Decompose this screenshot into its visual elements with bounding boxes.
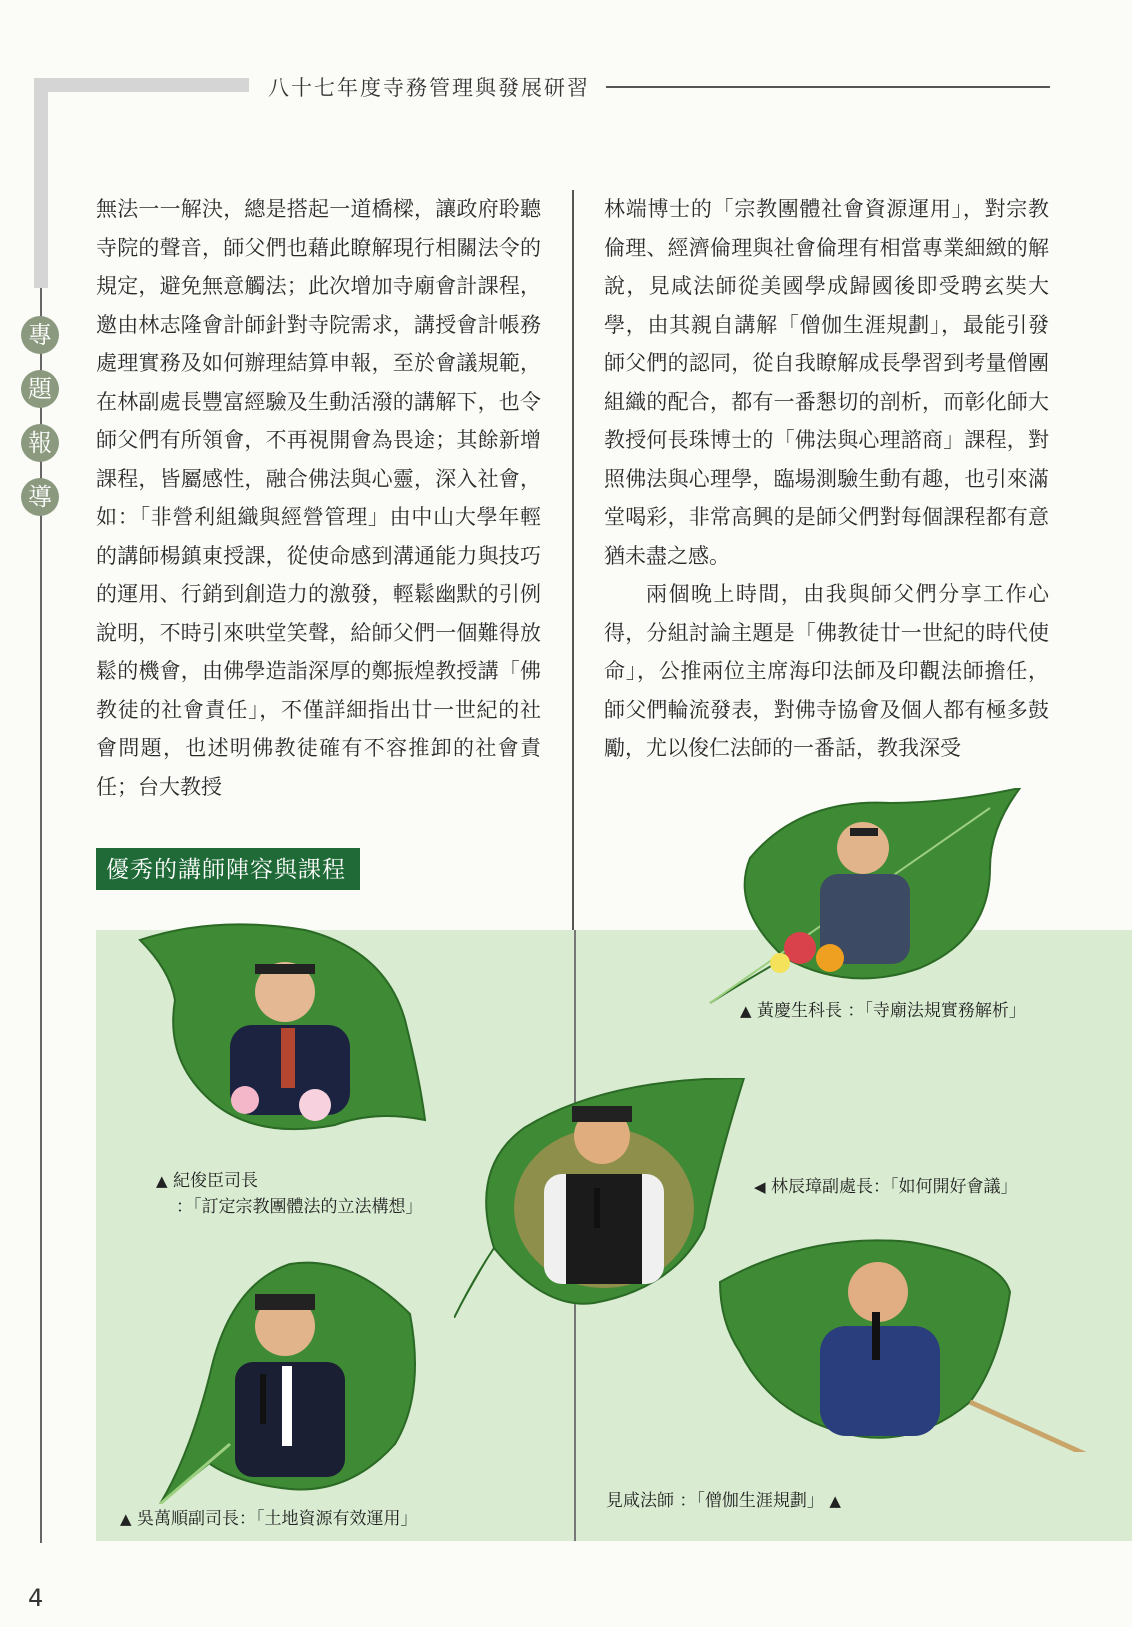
caption-text: 見咸法師 ：「僧伽生涯規劃」 (606, 1491, 824, 1511)
triangle-left-icon: ◀ (754, 1178, 766, 1196)
header-rule (606, 86, 1050, 88)
side-tag-char: 題 (21, 370, 59, 408)
caption-ji (156, 1166, 258, 1191)
caption-huang (740, 996, 1026, 1021)
caption-text: 林辰璋副處長：「如何開好會議」 (770, 1177, 1018, 1197)
leaf-photo-wu (150, 1254, 430, 1504)
triangle-up-icon: ▲ (740, 1002, 752, 1020)
leaf-photo-ji (135, 920, 435, 1140)
triangle-up-icon: ▲ (120, 1510, 132, 1528)
caption-lin (754, 1172, 1017, 1197)
column-divider (572, 190, 574, 930)
triangle-up-icon: ▲ (829, 1492, 841, 1510)
caption-ji-line2: ：「訂定宗教團體法的立法構想」 (176, 1197, 423, 1217)
page-header-title: 八十七年度寺務管理與發展研習 (268, 76, 590, 100)
right-paragraph-1: 林端博士的「宗教團體社會資源運用」，對宗教倫理、經濟倫理與社會倫理有相當專業細緻的解說，見咸法師從美國學成歸國後即受聘玄奘大學，由其親自講解「僧伽生涯規劃」，最能引發師父們的認同，從自我瞭解成長學習到考量僧團組織的配合，都有一番懇切的剖析，而彰化師大教授何長珠博士的「佛法與心理諮商」課程，對照佛法與心理學，臨場測驗生動有趣，也引來滿堂喝彩，非常高興的是師父們對每個課程都有意猶未盡之感。 (604, 197, 1049, 568)
right-text-column (604, 190, 1049, 768)
header-bar-vertical (34, 78, 48, 288)
side-tag-char: 報 (21, 424, 59, 462)
header-bar-horizontal (34, 78, 249, 92)
caption-text: 紀俊臣司長 (172, 1171, 258, 1191)
caption-jian (606, 1486, 841, 1511)
left-margin-rule (40, 288, 42, 1543)
caption-wu (120, 1504, 417, 1529)
leaf-photo-huang (690, 788, 1030, 1008)
caption-text: 吳萬順副司長：「土地資源有效運用」 (136, 1509, 418, 1529)
side-tag-char: 導 (21, 478, 59, 516)
side-tag-char: 專 (21, 316, 59, 354)
left-text-column (96, 190, 541, 806)
leaf-photo-lin (454, 1078, 754, 1318)
left-paragraph: 無法一一解決，總是搭起一道橋樑，讓政府聆聽寺院的聲音，師父們也藉此瞭解現行相關法令的規定，避免無意觸法；此次增加寺廟會計課程，邀由林志隆會計師針對寺院需求，講授會計帳務處理實務及如何辦理結算申報，至於會議規範，在林副處長豐富經驗及生動活潑的講解下，也令師父們有所領會，不再視開會為畏途；其餘新增課程，皆屬感性，融合佛法與心靈，深入社會，如：「非營利組織與經營管理」由中山大學年輕的講師楊鎮東授課，從使命感到溝通能力與技巧的運用、行銷到創造力的激發，輕鬆幽默的引例說明，不時引來哄堂笑聲，給師父們一個難得放鬆的機會，由佛學造詣深厚的鄭振煌教授講「佛教徒的社會責任」，不僅詳細指出廿一世紀的社會問題，也述明佛教徒確有不容推卸的社會責任；台大教授 (96, 197, 541, 799)
page-number: 4 (28, 1584, 44, 1612)
triangle-up-icon: ▲ (156, 1172, 168, 1190)
section-title: 優秀的講師陣容與課程 (96, 848, 360, 890)
caption-text: 黃慶生科長 ：「寺廟法規實務解析」 (756, 1001, 1026, 1021)
leaf-photo-jian (710, 1232, 1090, 1452)
right-paragraph-2: 兩個晚上時間，由我與師父們分享工作心得，分組討論主題是「佛教徒廿一世紀的時代使命」，公推兩位主席海印法師及印觀法師擔任，師父們輪流發表，對佛寺協會及個人都有極多鼓勵，尤以俊仁法師的一番話，教我深受 (604, 582, 1049, 760)
